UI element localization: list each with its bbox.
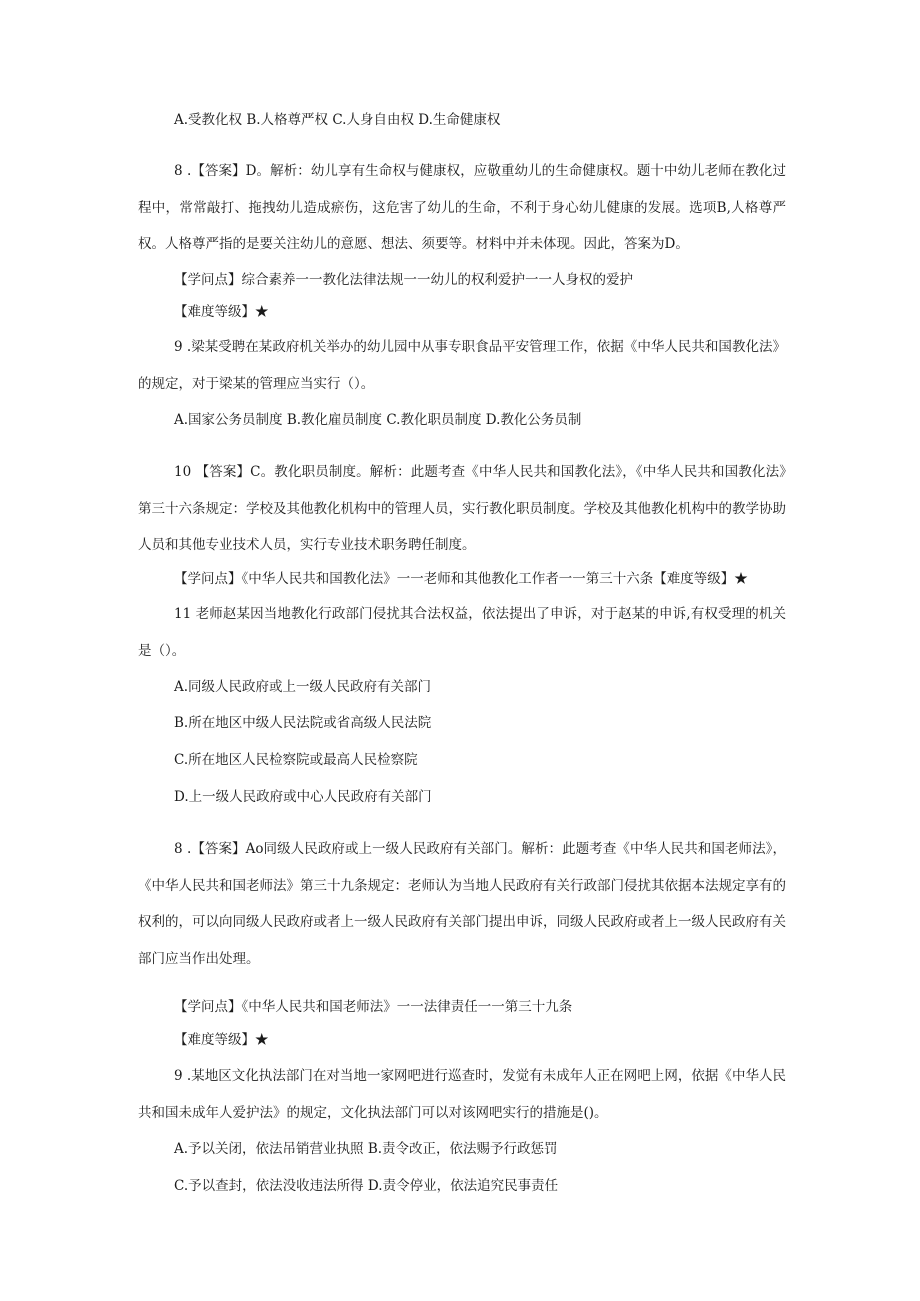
q10-knowledge-point: 【学问点】《中华人民共和国教化法》一一老师和其他教化工作者一一第三十六条【难度等级】★ [174,571,748,587]
q11-option-a: A.同级人民政府或上一级人民政府有关部门 [174,679,432,695]
q8-knowledge-point: 【学问点】综合素养一一教化法律法规一一幼儿的权利爱护一一人身权的爱护 [174,272,633,288]
q11-answer-explanation: 8 .【答案】Ao同级人民政府或上一级人民政府有关部门。解析：此题考查《中华人民共和国老师法》，《中华人民共和国老师法》第三十九条规定：老师认为当地人民政府有关行政部门侵扰其依据本法规定享有的权利的，可以向同级人民政府或者上一级人民政府有关部门提出申诉，同级人民政府或者上一级人民政府有关部门应当作出处理。 [138,841,786,967]
q10-answer-explanation: 10 【答案】C。教化职员制度。解析：此题考查《中华人民共和国教化法》，《中华人民共和国教化法》第三十六条规定：学校及其他教化机构中的管理人员，实行教化职员制度。学校及其他教化机构中的教学协助人员和其他专业技术人员，实行专业技术职务聘任制度。 [138,464,786,553]
q11-knowledge-point: 【学问点】《中华人民共和国老师法》一一法律责任一一第三十九条 [174,999,573,1015]
q12-options-cd: C.予以查封，依法没收违法所得 D.责令停业，依法追究民事责任 [174,1178,559,1194]
q9-options: A.国家公务员制度 B.教化雇员制度 C.教化职员制度 D.教化公务员制 [174,412,582,428]
q11-question: 11 老师赵某因当地教化行政部门侵扰其合法权益，依法提出了申诉，对于赵某的申诉,有权受理的机关是（）。 [138,606,786,659]
q9-question: 9 .梁某受聘在某政府机关举办的幼儿园中从事专职食品平安管理工作，依据《中华人民共和国教化法》的规定，对于梁某的管理应当实行（）。 [138,339,786,392]
q11-difficulty: 【难度等级】★ [174,1032,269,1048]
q12-question: 9 .某地区文化执法部门在对当地一家网吧进行巡查时，发觉有未成年人正在网吧上网，依据《中华人民共和国未成年人爱护法》的规定，文化执法部门可以对该网吧实行的措施是()。 [138,1068,786,1121]
q11-option-c: C.所在地区人民检察院或最高人民检察院 [174,752,418,768]
q7-options: A.受教化权 B.人格尊严权 C.人身自由权 D.生命健康权 [174,112,501,128]
q12-options-ab: A.予以关闭，依法吊销营业执照 B.责令改正，依法赐予行政惩罚 [174,1141,558,1157]
q11-option-d: D.上一级人民政府或中心人民政府有关部门 [174,789,432,805]
q11-option-b: B.所在地区中级人民法院或省高级人民法院 [174,715,432,731]
q8-difficulty: 【难度等级】★ [174,304,269,320]
q8-answer-explanation: 8 .【答案】D。解析：幼儿享有生命权与健康权，应敬重幼儿的生命健康权。题十中幼儿老师在教化过程中，常常敲打、拖拽幼儿造成瘀伤，这危害了幼儿的生命，不利于身心幼儿健康的发展。选项B,人格尊严权。人格尊严指的是要关注幼儿的意愿、想法、须要等。材料中并未体现。因此，答案为D。 [138,163,786,252]
